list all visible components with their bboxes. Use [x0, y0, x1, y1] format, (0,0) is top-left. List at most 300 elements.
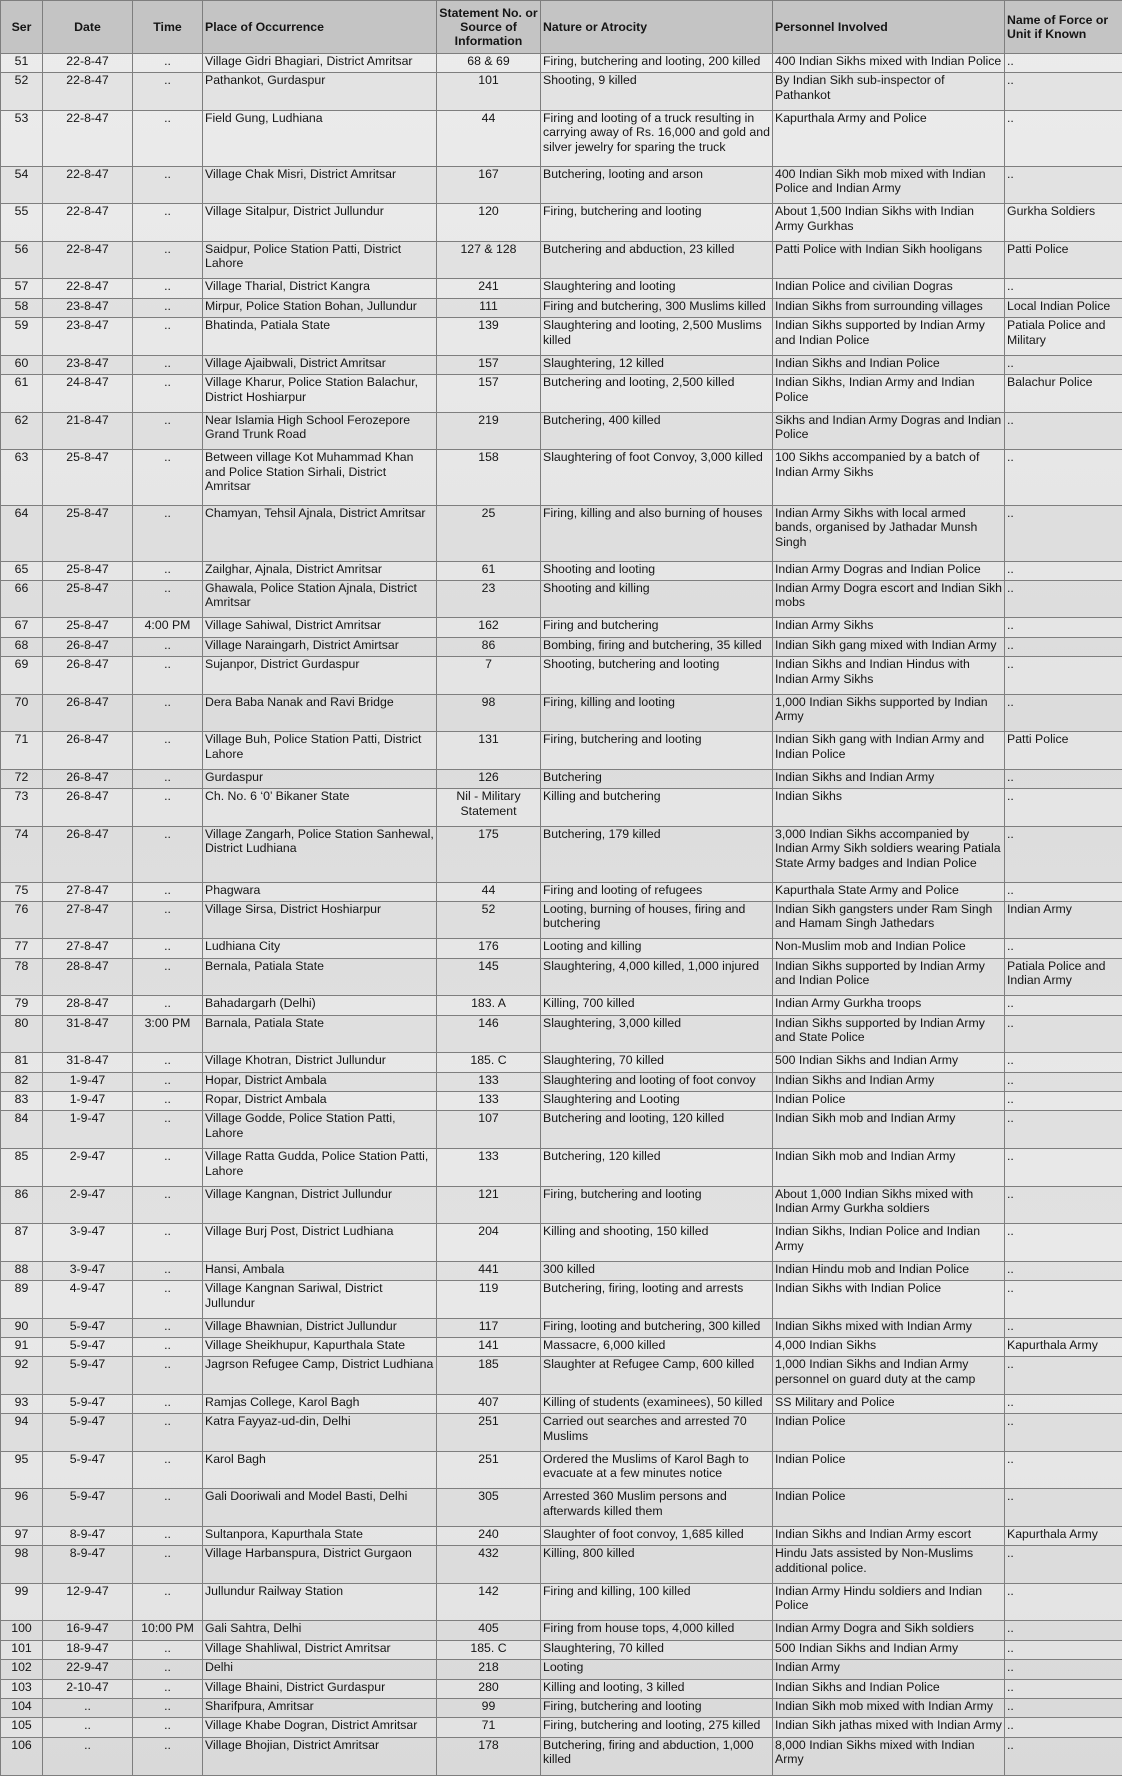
personnel-cell: 3,000 Indian Sikhs accompanied by Indian Army Sikh soldiers wearing Patiala State Army badges and Indian Police [773, 826, 1005, 882]
nature-cell: Killing and looting, 3 killed [541, 1679, 773, 1698]
force-cell: Patti Police [1005, 732, 1122, 770]
nature-cell: Firing, looting and butchering, 300 killed [541, 1318, 773, 1337]
place-cell: Katra Fayyaz-ud-din, Delhi [203, 1414, 437, 1452]
date-cell: 8-9-47 [43, 1526, 133, 1545]
force-cell: .. [1005, 1015, 1122, 1053]
table-row [1, 298, 1122, 317]
time-cell: .. [133, 1318, 203, 1337]
personnel-cell: Indian Army Dogra escort and Indian Sikh mobs [773, 580, 1005, 618]
time-cell: .. [133, 637, 203, 656]
force-cell: .. [1005, 1737, 1122, 1775]
date-cell: 25-8-47 [43, 505, 133, 561]
force-cell: .. [1005, 1053, 1122, 1072]
statement-cell: 86 [437, 637, 541, 656]
date-cell: 27-8-47 [43, 939, 133, 958]
nature-cell: Firing, butchering and looting, 200 killed [541, 54, 773, 73]
force-cell: .. [1005, 1679, 1122, 1698]
statement-cell: 240 [437, 1526, 541, 1545]
personnel-cell: Indian Army Dogras and Indian Police [773, 561, 1005, 580]
date-cell: 1-9-47 [43, 1072, 133, 1091]
force-cell: .. [1005, 1224, 1122, 1262]
date-cell: 26-8-47 [43, 769, 133, 788]
time-cell: .. [133, 1357, 203, 1395]
force-cell: .. [1005, 1660, 1122, 1679]
place-cell: Village Kangnan Sariwal, District Jullundur [203, 1281, 437, 1319]
personnel-cell: Indian Army Sikhs [773, 618, 1005, 637]
header-place: Place of Occurrence [203, 1, 437, 54]
date-cell: 26-8-47 [43, 826, 133, 882]
place-cell: Sharifpura, Amritsar [203, 1699, 437, 1718]
statement-cell: 131 [437, 732, 541, 770]
personnel-cell: Indian Sikhs with Indian Police [773, 1281, 1005, 1319]
date-cell: .. [43, 1718, 133, 1737]
statement-cell: 241 [437, 279, 541, 298]
place-cell: Ludhiana City [203, 939, 437, 958]
ser-cell: 79 [1, 996, 43, 1015]
date-cell: 24-8-47 [43, 375, 133, 413]
ser-cell: 95 [1, 1451, 43, 1489]
header-date: Date [43, 1, 133, 54]
statement-cell: 52 [437, 901, 541, 939]
time-cell: .. [133, 318, 203, 356]
header-statement: Statement No. or Source of Information [437, 1, 541, 54]
force-cell: .. [1005, 1261, 1122, 1280]
place-cell: Village Kangnan, District Jullundur [203, 1186, 437, 1224]
place-cell: Phagwara [203, 882, 437, 901]
place-cell: Chamyan, Tehsil Ajnala, District Amritsar [203, 505, 437, 561]
date-cell: 5-9-47 [43, 1357, 133, 1395]
table-row [1, 996, 1122, 1015]
force-cell: .. [1005, 1394, 1122, 1413]
date-cell: 26-8-47 [43, 732, 133, 770]
nature-cell: Firing and butchering, 300 Muslims killed [541, 298, 773, 317]
time-cell: .. [133, 1718, 203, 1737]
ser-cell: 72 [1, 769, 43, 788]
statement-cell: 305 [437, 1489, 541, 1527]
time-cell: .. [133, 1338, 203, 1357]
nature-cell: Firing and killing, 100 killed [541, 1583, 773, 1621]
statement-cell: 111 [437, 298, 541, 317]
personnel-cell: By Indian Sikh sub-inspector of Pathankot [773, 73, 1005, 111]
place-cell: Village Ajaibwali, District Amritsar [203, 355, 437, 374]
date-cell: 5-9-47 [43, 1489, 133, 1527]
ser-cell: 65 [1, 561, 43, 580]
table-row [1, 1451, 1122, 1489]
date-cell: 25-8-47 [43, 561, 133, 580]
statement-cell: 407 [437, 1394, 541, 1413]
place-cell: Jagrson Refugee Camp, District Ludhiana [203, 1357, 437, 1395]
date-cell: 16-9-47 [43, 1621, 133, 1640]
table-row [1, 1072, 1122, 1091]
ser-cell: 92 [1, 1357, 43, 1395]
personnel-cell: Indian Sikhs and Indian Army [773, 1072, 1005, 1091]
table-row [1, 450, 1122, 506]
statement-cell: 126 [437, 769, 541, 788]
place-cell: Village Harbanspura, District Gurgaon [203, 1546, 437, 1584]
statement-cell: 145 [437, 958, 541, 996]
personnel-cell: Indian Sikhs, Indian Police and Indian Army [773, 1224, 1005, 1262]
time-cell: .. [133, 826, 203, 882]
time-cell: .. [133, 1451, 203, 1489]
nature-cell: Arrested 360 Muslim persons and afterwards killed them [541, 1489, 773, 1527]
ser-cell: 81 [1, 1053, 43, 1072]
time-cell: .. [133, 732, 203, 770]
force-cell: Gurkha Soldiers [1005, 204, 1122, 242]
force-cell: .. [1005, 279, 1122, 298]
date-cell: 22-9-47 [43, 1660, 133, 1679]
place-cell: Village Shahliwal, District Amritsar [203, 1640, 437, 1659]
ser-cell: 97 [1, 1526, 43, 1545]
force-cell: .. [1005, 1489, 1122, 1527]
force-cell: .. [1005, 73, 1122, 111]
place-cell: Near Islamia High School Ferozepore Grand Trunk Road [203, 412, 437, 450]
personnel-cell: Indian Police [773, 1414, 1005, 1452]
date-cell: 26-8-47 [43, 694, 133, 732]
ser-cell: 62 [1, 412, 43, 450]
date-cell: 28-8-47 [43, 958, 133, 996]
force-cell: Indian Army [1005, 901, 1122, 939]
time-cell: .. [133, 375, 203, 413]
statement-cell: 251 [437, 1414, 541, 1452]
date-cell: 31-8-47 [43, 1053, 133, 1072]
ser-cell: 76 [1, 901, 43, 939]
table-row [1, 1526, 1122, 1545]
time-cell: .. [133, 1737, 203, 1775]
personnel-cell: 500 Indian Sikhs and Indian Army [773, 1053, 1005, 1072]
statement-cell: 251 [437, 1451, 541, 1489]
ser-cell: 58 [1, 298, 43, 317]
statement-cell: 142 [437, 1583, 541, 1621]
personnel-cell: Indian Army [773, 1660, 1005, 1679]
place-cell: Village Sheikhupur, Kapurthala State [203, 1338, 437, 1357]
ser-cell: 96 [1, 1489, 43, 1527]
time-cell: .. [133, 1546, 203, 1584]
statement-cell: 68 & 69 [437, 54, 541, 73]
ser-cell: 94 [1, 1414, 43, 1452]
time-cell: .. [133, 1699, 203, 1718]
ser-cell: 105 [1, 1718, 43, 1737]
ser-cell: 51 [1, 54, 43, 73]
nature-cell: Firing, butchering and looting, 275 killed [541, 1718, 773, 1737]
ser-cell: 54 [1, 166, 43, 204]
nature-cell: Firing and butchering [541, 618, 773, 637]
place-cell: Village Chak Misri, District Amritsar [203, 166, 437, 204]
date-cell: 31-8-47 [43, 1015, 133, 1053]
date-cell: 5-9-47 [43, 1394, 133, 1413]
time-cell: .. [133, 580, 203, 618]
statement-cell: 141 [437, 1338, 541, 1357]
ser-cell: 52 [1, 73, 43, 111]
personnel-cell: 4,000 Indian Sikhs [773, 1338, 1005, 1357]
nature-cell: Killing and butchering [541, 789, 773, 827]
date-cell: 22-8-47 [43, 204, 133, 242]
nature-cell: Ordered the Muslims of Karol Bagh to evacuate at a few minutes notice [541, 1451, 773, 1489]
table-row [1, 1149, 1122, 1187]
force-cell: .. [1005, 1583, 1122, 1621]
date-cell: 25-8-47 [43, 618, 133, 637]
header-ser: Ser [1, 1, 43, 54]
force-cell: Kapurthala Army [1005, 1526, 1122, 1545]
ser-cell: 53 [1, 110, 43, 166]
table-row [1, 561, 1122, 580]
date-cell: 3-9-47 [43, 1261, 133, 1280]
personnel-cell: Patti Police with Indian Sikh hooligans [773, 241, 1005, 279]
ser-cell: 93 [1, 1394, 43, 1413]
place-cell: Village Godde, Police Station Patti, Lahore [203, 1111, 437, 1149]
force-cell: .. [1005, 1699, 1122, 1718]
place-cell: Bernala, Patiala State [203, 958, 437, 996]
statement-cell: 121 [437, 1186, 541, 1224]
force-cell: .. [1005, 505, 1122, 561]
place-cell: Field Gung, Ludhiana [203, 110, 437, 166]
force-cell: Local Indian Police [1005, 298, 1122, 317]
ser-cell: 101 [1, 1640, 43, 1659]
statement-cell: 61 [437, 561, 541, 580]
date-cell: 25-8-47 [43, 450, 133, 506]
ser-cell: 87 [1, 1224, 43, 1262]
ser-cell: 64 [1, 505, 43, 561]
date-cell: 2-9-47 [43, 1149, 133, 1187]
force-cell: .. [1005, 450, 1122, 506]
personnel-cell: Indian Sikh gangsters under Ram Singh and Hamam Singh Jathedars [773, 901, 1005, 939]
statement-cell: 185 [437, 1357, 541, 1395]
table-row [1, 110, 1122, 166]
time-cell: .. [133, 1092, 203, 1111]
ser-cell: 75 [1, 882, 43, 901]
nature-cell: Killing, 700 killed [541, 996, 773, 1015]
personnel-cell: Kapurthala Army and Police [773, 110, 1005, 166]
statement-cell: 25 [437, 505, 541, 561]
time-cell: .. [133, 561, 203, 580]
place-cell: Saidpur, Police Station Patti, District Lahore [203, 241, 437, 279]
time-cell: .. [133, 1261, 203, 1280]
statement-cell: 183. A [437, 996, 541, 1015]
nature-cell: Firing from house tops, 4,000 killed [541, 1621, 773, 1640]
date-cell: 25-8-47 [43, 580, 133, 618]
table-row [1, 54, 1122, 73]
place-cell: Village Zangarh, Police Station Sanhewal, District Ludhiana [203, 826, 437, 882]
time-cell: .. [133, 657, 203, 695]
personnel-cell: 400 Indian Sikhs mixed with Indian Police [773, 54, 1005, 73]
time-cell: .. [133, 241, 203, 279]
table-row [1, 1318, 1122, 1337]
time-cell: .. [133, 958, 203, 996]
date-cell: 4-9-47 [43, 1281, 133, 1319]
nature-cell: Slaughtering, 12 killed [541, 355, 773, 374]
nature-cell: Firing, killing and looting [541, 694, 773, 732]
statement-cell: 146 [437, 1015, 541, 1053]
ser-cell: 70 [1, 694, 43, 732]
ser-cell: 100 [1, 1621, 43, 1640]
statement-cell: 175 [437, 826, 541, 882]
place-cell: Village Kharur, Police Station Balachur, District Hoshiarpur [203, 375, 437, 413]
personnel-cell: Kapurthala State Army and Police [773, 882, 1005, 901]
ser-cell: 71 [1, 732, 43, 770]
table-row [1, 279, 1122, 298]
time-cell: .. [133, 939, 203, 958]
table-row [1, 318, 1122, 356]
date-cell: 8-9-47 [43, 1546, 133, 1584]
force-cell: .. [1005, 618, 1122, 637]
ser-cell: 78 [1, 958, 43, 996]
time-cell: .. [133, 1660, 203, 1679]
time-cell: .. [133, 1186, 203, 1224]
date-cell: 2-10-47 [43, 1679, 133, 1698]
table-body [1, 54, 1122, 1776]
force-cell: .. [1005, 1186, 1122, 1224]
time-cell: .. [133, 505, 203, 561]
personnel-cell: Indian Sikhs and Indian Army escort [773, 1526, 1005, 1545]
table-row [1, 1394, 1122, 1413]
table-row [1, 1699, 1122, 1718]
nature-cell: Butchering and looting, 2,500 killed [541, 375, 773, 413]
table-row [1, 958, 1122, 996]
table-row [1, 204, 1122, 242]
date-cell: 22-8-47 [43, 54, 133, 73]
time-cell: .. [133, 769, 203, 788]
time-cell: .. [133, 1072, 203, 1091]
place-cell: Ramjas College, Karol Bagh [203, 1394, 437, 1413]
date-cell: 22-8-47 [43, 279, 133, 298]
nature-cell: Slaughtering, 3,000 killed [541, 1015, 773, 1053]
statement-cell: 7 [437, 657, 541, 695]
ser-cell: 80 [1, 1015, 43, 1053]
force-cell: .. [1005, 826, 1122, 882]
statement-cell: 99 [437, 1699, 541, 1718]
personnel-cell: Indian Sikhs [773, 789, 1005, 827]
force-cell: .. [1005, 694, 1122, 732]
table-row [1, 1186, 1122, 1224]
table-row [1, 505, 1122, 561]
personnel-cell: Indian Police [773, 1092, 1005, 1111]
table-row [1, 375, 1122, 413]
time-cell: .. [133, 1053, 203, 1072]
nature-cell: Killing of students (examinees), 50 killed [541, 1394, 773, 1413]
date-cell: 23-8-47 [43, 355, 133, 374]
personnel-cell: Indian Sikh gang with Indian Army and Indian Police [773, 732, 1005, 770]
ser-cell: 60 [1, 355, 43, 374]
date-cell: 23-8-47 [43, 318, 133, 356]
nature-cell: 300 killed [541, 1261, 773, 1280]
force-cell: .. [1005, 561, 1122, 580]
statement-cell: 167 [437, 166, 541, 204]
time-cell: .. [133, 204, 203, 242]
nature-cell: Butchering [541, 769, 773, 788]
force-cell: .. [1005, 1414, 1122, 1452]
nature-cell: Looting [541, 1660, 773, 1679]
ser-cell: 103 [1, 1679, 43, 1698]
table-row [1, 1546, 1122, 1584]
table-row [1, 1053, 1122, 1072]
personnel-cell: Indian Police [773, 1451, 1005, 1489]
ser-cell: 59 [1, 318, 43, 356]
place-cell: Village Tharial, District Kangra [203, 279, 437, 298]
nature-cell: Shooting and killing [541, 580, 773, 618]
nature-cell: Shooting and looting [541, 561, 773, 580]
personnel-cell: Sikhs and Indian Army Dogras and Indian Police [773, 412, 1005, 450]
statement-cell: 185. C [437, 1053, 541, 1072]
personnel-cell: Indian Sikhs supported by Indian Army and State Police [773, 1015, 1005, 1053]
table-row [1, 1660, 1122, 1679]
time-cell: .. [133, 1414, 203, 1452]
statement-cell: 162 [437, 618, 541, 637]
personnel-cell: 400 Indian Sikh mob mixed with Indian Police and Indian Army [773, 166, 1005, 204]
place-cell: Ch. No. 6 ‘0’ Bikaner State [203, 789, 437, 827]
date-cell: 1-9-47 [43, 1092, 133, 1111]
ser-cell: 68 [1, 637, 43, 656]
place-cell: Bahadargarh (Delhi) [203, 996, 437, 1015]
statement-cell: 133 [437, 1092, 541, 1111]
place-cell: Hansi, Ambala [203, 1261, 437, 1280]
nature-cell: Butchering and abduction, 23 killed [541, 241, 773, 279]
table-row [1, 882, 1122, 901]
nature-cell: Firing, killing and also burning of houses [541, 505, 773, 561]
date-cell: 22-8-47 [43, 241, 133, 279]
force-cell: .. [1005, 939, 1122, 958]
statement-cell: 204 [437, 1224, 541, 1262]
place-cell: Village Ratta Gudda, Police Station Patti, Lahore [203, 1149, 437, 1187]
place-cell: Village Sitalpur, District Jullundur [203, 204, 437, 242]
place-cell: Village Naraingarh, District Amirtsar [203, 637, 437, 656]
place-cell: Gali Dooriwali and Model Basti, Delhi [203, 1489, 437, 1527]
ser-cell: 91 [1, 1338, 43, 1357]
time-cell: .. [133, 1149, 203, 1187]
time-cell: .. [133, 996, 203, 1015]
ser-cell: 86 [1, 1186, 43, 1224]
date-cell: 27-8-47 [43, 901, 133, 939]
date-cell: 3-9-47 [43, 1224, 133, 1262]
statement-cell: 133 [437, 1149, 541, 1187]
nature-cell: Bombing, firing and butchering, 35 killed [541, 637, 773, 656]
personnel-cell: Hindu Jats assisted by Non-Muslims additional police. [773, 1546, 1005, 1584]
personnel-cell: 1,000 Indian Sikhs and Indian Army personnel on guard duty at the camp [773, 1357, 1005, 1395]
nature-cell: Killing, 800 killed [541, 1546, 773, 1584]
personnel-cell: Indian Sikhs and Indian Police [773, 355, 1005, 374]
nature-cell: Slaughtering, 4,000 killed, 1,000 injured [541, 958, 773, 996]
header-personnel: Personnel Involved [773, 1, 1005, 54]
force-cell: .. [1005, 789, 1122, 827]
table-row [1, 1338, 1122, 1357]
personnel-cell: Indian Police and civilian Dogras [773, 279, 1005, 298]
time-cell: .. [133, 694, 203, 732]
nature-cell: Butchering, 400 killed [541, 412, 773, 450]
date-cell: 5-9-47 [43, 1414, 133, 1452]
table-row [1, 732, 1122, 770]
table-row [1, 1583, 1122, 1621]
time-cell: .. [133, 1679, 203, 1698]
date-cell: 26-8-47 [43, 657, 133, 695]
force-cell: .. [1005, 166, 1122, 204]
statement-cell: 71 [437, 1718, 541, 1737]
time-cell: .. [133, 1394, 203, 1413]
nature-cell: Slaughtering and Looting [541, 1092, 773, 1111]
place-cell: Gali Sahtra, Delhi [203, 1621, 437, 1640]
ser-cell: 88 [1, 1261, 43, 1280]
force-cell: .. [1005, 355, 1122, 374]
nature-cell: Slaughter at Refugee Camp, 600 killed [541, 1357, 773, 1395]
time-cell: .. [133, 54, 203, 73]
force-cell: Patti Police [1005, 241, 1122, 279]
force-cell: .. [1005, 1640, 1122, 1659]
force-cell: .. [1005, 1149, 1122, 1187]
statement-cell: 178 [437, 1737, 541, 1775]
time-cell: .. [133, 355, 203, 374]
statement-cell: 133 [437, 1072, 541, 1091]
force-cell: Kapurthala Army [1005, 1338, 1122, 1357]
personnel-cell: Indian Sikh mob mixed with Indian Army [773, 1699, 1005, 1718]
table-row [1, 1111, 1122, 1149]
date-cell: 22-8-47 [43, 73, 133, 111]
